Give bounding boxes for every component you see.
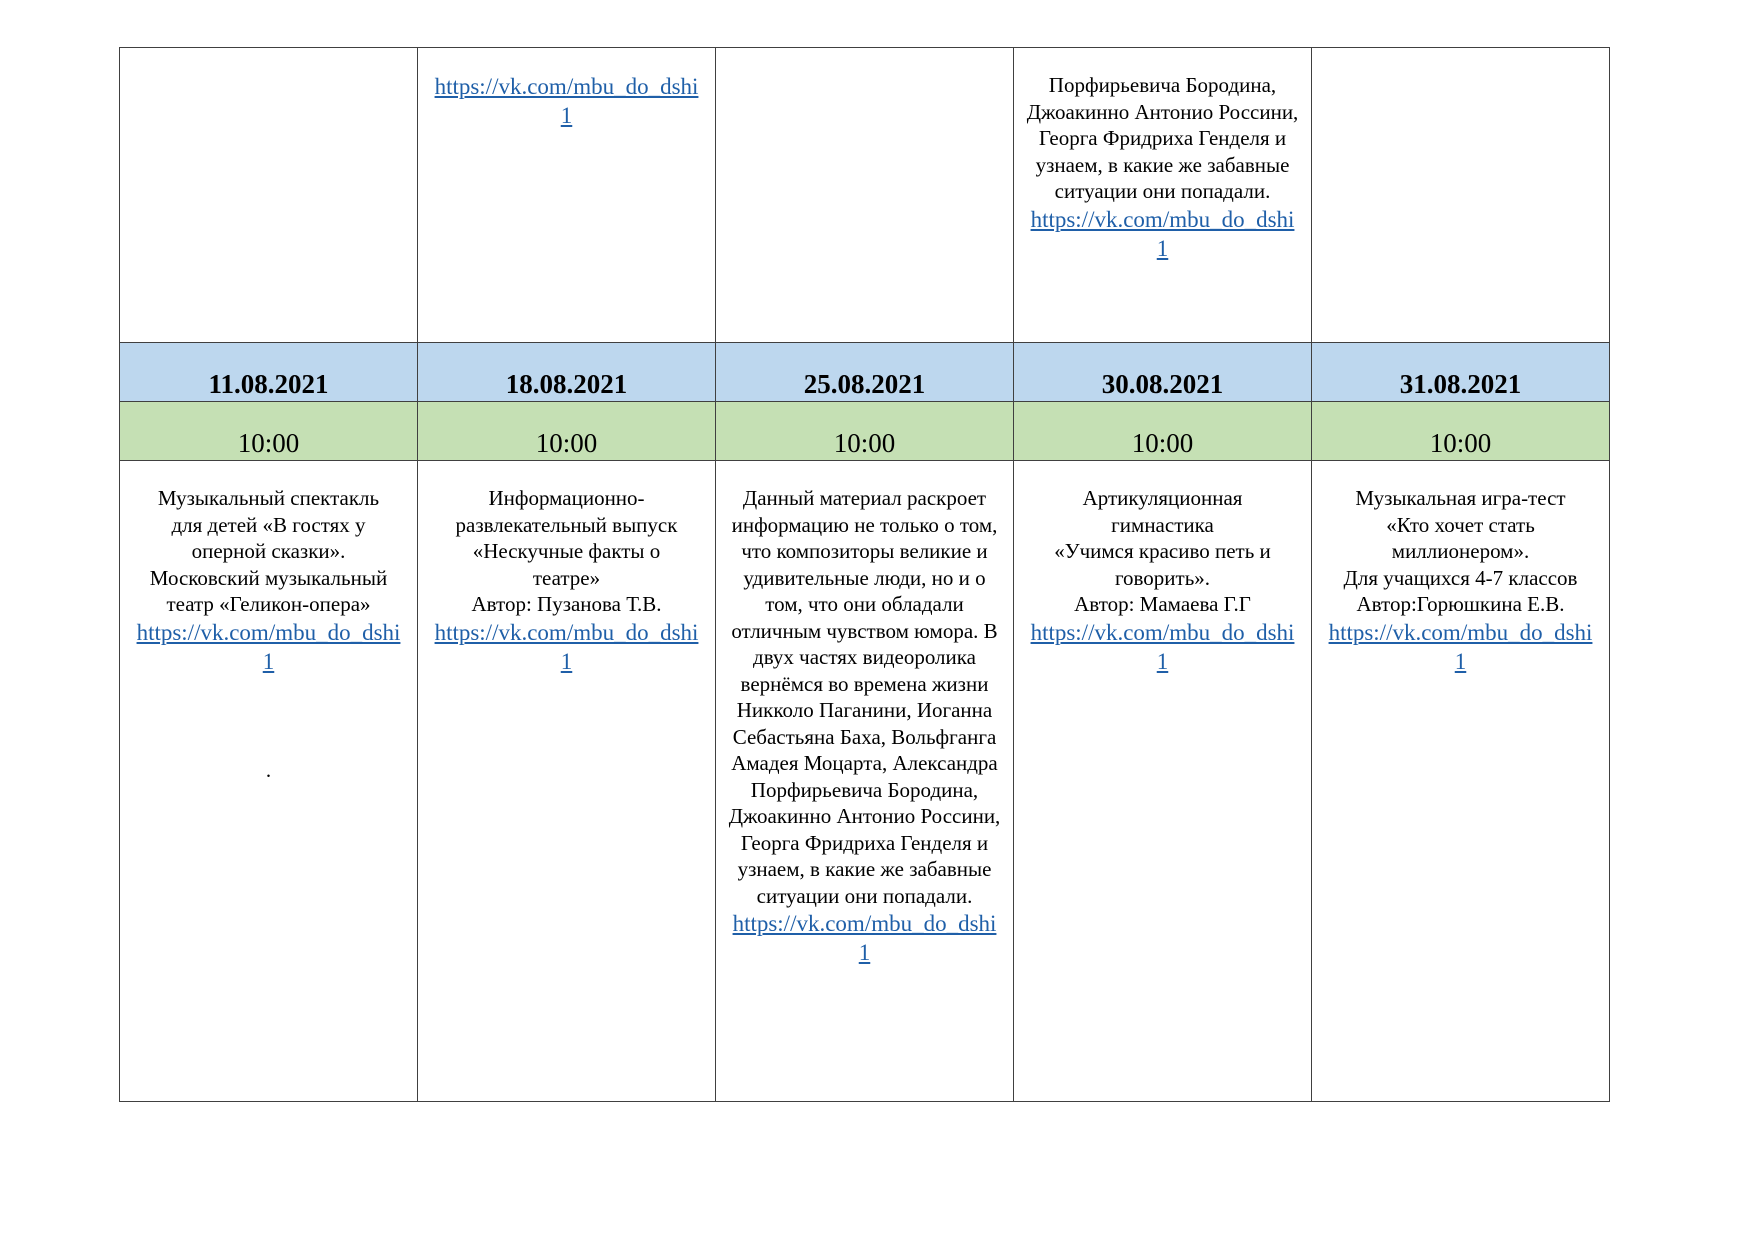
table-row-continuation	[120, 48, 1610, 343]
date-cell	[716, 343, 1014, 402]
event-cell	[120, 461, 418, 1102]
table-row-times	[120, 402, 1610, 461]
event-description: Данный материал раскроет информацию не только о том, что композиторы великие и удивительные люди, но и о том, что они обладали отличным чувством юмора. В двух частях видеоролика вернёмся во времена жизни Никколо Паганини, Иоганна Себастьяна Баха, Вольфганга Амадея Моцарта, Александра Порфирьевича Бородина, Джоакинно Антонио Россини, Георга Фридриха Генделя и узнаем, в какие же забавные ситуации они попадали.	[728, 486, 1001, 908]
date-cell	[418, 343, 716, 402]
table-row-events	[120, 461, 1610, 1102]
event-time: 10:00	[237, 428, 300, 458]
event-description: Информационно- развлекательный выпуск «Нескучные факты о театре» Автор: Пузанова Т.В.	[455, 486, 678, 616]
event-time: 10:00	[1131, 428, 1194, 458]
vk-link[interactable]: https://vk.com/mbu_do_dshi1	[434, 619, 699, 674]
time-cell	[1014, 402, 1312, 461]
vk-link[interactable]: https://vk.com/mbu_do_dshi1	[1030, 206, 1295, 261]
time-cell	[120, 402, 418, 461]
date-cell	[1014, 343, 1312, 402]
event-cell	[1312, 461, 1610, 1102]
event-description: Музыкальная игра-тест «Кто хочет стать миллионером». Для учащихся 4-7 классов Автор:Горюшкина Е.В.	[1343, 486, 1578, 616]
event-time: 10:00	[535, 428, 598, 458]
event-date: 18.08.2021	[505, 369, 628, 399]
cell-top-5	[1312, 48, 1610, 343]
event-time: 10:00	[833, 428, 896, 458]
date-cell	[120, 343, 418, 402]
vk-link[interactable]: https://vk.com/mbu_do_dshi1	[434, 74, 699, 128]
event-cell	[1014, 461, 1312, 1102]
cell-top-4	[1014, 48, 1312, 343]
cell-top-1	[120, 48, 418, 343]
event-description-continued: Порфирьевича Бородина, Джоакинно Антонио Россини, Георга Фридриха Генделя и узнаем, в какие же забавные ситуации они попадали.	[1026, 73, 1299, 203]
cell-top-3	[716, 48, 1014, 343]
table-row-dates	[120, 343, 1610, 402]
date-cell	[1312, 343, 1610, 402]
time-cell	[418, 402, 716, 461]
time-cell	[1312, 402, 1610, 461]
event-date: 25.08.2021	[803, 369, 926, 399]
cell-top-2	[418, 48, 716, 343]
vk-link[interactable]: https://vk.com/mbu_do_dshi1	[1030, 619, 1295, 674]
event-cell	[418, 461, 716, 1102]
event-time: 10:00	[1429, 428, 1492, 458]
vk-link[interactable]: https://vk.com/mbu_do_dshi1	[136, 619, 401, 674]
schedule-table	[119, 47, 1610, 1102]
event-description: Артикуляционная гимнастика «Учимся красиво петь и говорить». Автор: Мамаева Г.Г	[1054, 486, 1271, 616]
time-cell	[716, 402, 1014, 461]
event-description: Музыкальный спектакль для детей «В гостях у оперной сказки». Московский музыкальный театр «Геликон-опера»	[149, 486, 388, 616]
stray-dot: .	[265, 757, 272, 782]
vk-link[interactable]: https://vk.com/mbu_do_dshi1	[732, 911, 997, 965]
event-date: 30.08.2021	[1101, 369, 1224, 399]
event-date: 31.08.2021	[1399, 369, 1522, 399]
vk-link[interactable]: https://vk.com/mbu_do_dshi1	[1328, 619, 1593, 674]
event-date: 11.08.2021	[208, 369, 329, 399]
event-cell	[716, 461, 1014, 1102]
